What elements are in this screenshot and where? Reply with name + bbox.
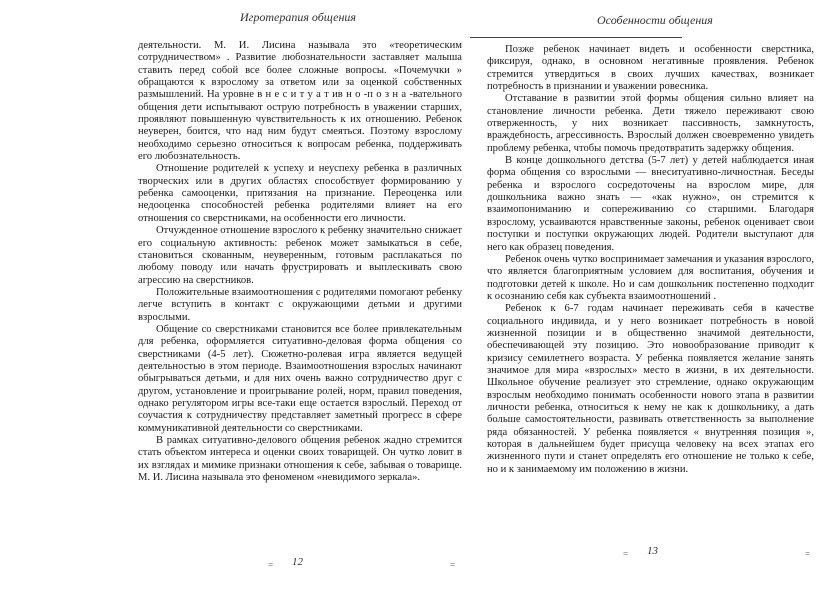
paragraph: Ребенок очень чутко воспринимает замечания и указания взрослого, что является благоприятным условием для воспитания, обучения и подготовки детей к школе. Но и сам дошкольник постепенно подходит к осознанию себя как субъекта взаимоотношений . — [487, 253, 814, 302]
footer-mark-left: = — [623, 549, 629, 559]
paragraph: Ребенок к 6-7 годам начинает переживать себя в качестве социального индивида, и у него возникает потребность в новой жизненной позиции и в общественно значимой деятельности, обеспечивающей эту позицию. Это новообразование приводит к кризису семилетнего возраста. У ребенка появляется желание занять значимое для мира «взрослых» место в жизни, в их деятельности. Школьное обучение реализует это стремление, однако окружающим взрослым необходимо понимать особенности нового этапа в развитии личности ребенка, относиться к нему не как к дошкольнику, а дать больше самостоятельности, развивать ответственность за выполнение ряда обязанностей. У ребенка появляется « внутренняя позиция », которая в дальнейшем будет присуща человеку на всех этапах его жизненного пути и станет определять его отношение не только к себе, но и к занимаемому им положению в жизни. — [487, 303, 814, 475]
running-header-left: Игротерапия общения — [240, 10, 357, 24]
paragraph: Отчужденное отношение взрослого к ребенку значительно снижает его социальную активность: ребенок может замыкаться в себе, становиться скованным, неуверенным, готовым расплакаться по любому поводу или начать фрустрировать и выплескивать свою агрессию на сверстников. — [138, 225, 462, 286]
paragraph: Отставание в развитии этой формы общения сильно влияет на становление личности ребенка. Дети тяжело переживают свою отверженность, у них возникает пассивность, замкнутость, враждебность, агрессивность. Взрослый должен своевременно увидеть проблему ребенка, чтобы помочь предотвратить задержку общения. — [487, 93, 814, 154]
footer-mark-left: = — [268, 560, 274, 570]
footer-mark-right: = — [805, 549, 811, 559]
paragraph: Общение со сверстниками становится все более привлекательным для ребенка, оформляется ситуативно-деловая форма общения со сверстниками (4-5 лет). Сюжетно-ролевая игра является ведущей деятельностью в этом периоде. Взаимоотношения взрослых начинают обыгрываться детьми, и для них очень важно сотрудничество друг с другом, установление и проигрывание ролей, норм, правил поведения, однако регулятором игры все-таки еще остается взрослый. Переход от соучастия к сотрудничеству представляет заметный прогресс в сфере коммуникативной деятельности со сверстниками. — [138, 323, 462, 434]
paragraph: Отношение родителей к успеху и неуспеху ребенка в различных творческих или в других областях способствует формированию у ребенка самооценки, притязания на признание. Переоценка или недооценка способностей ребенка родителями влияет на его отношения со сверстниками, на особенности его личности. — [138, 163, 462, 224]
page-number-left: 12 — [292, 556, 303, 568]
right-page-body — [487, 44, 814, 476]
footer-mark-right: = — [450, 560, 456, 570]
left-page-body — [138, 40, 462, 484]
page-number-right: 13 — [647, 545, 658, 557]
paragraph: В рамках ситуативно-делового общения ребенок жадно стремится стать объектом интереса и оценки своих товарищей. Он чутко ловит в их взглядах и мимике признаки отношения к себе, забывая о товарище. М. И. Лисина называла это феноменом «невидимого зеркала». — [138, 435, 462, 484]
running-header-right: Особенности общения — [597, 13, 713, 27]
paragraph: В конце дошкольного детства (5-7 лет) у детей наблюдается иная форма общения со взрослыми — внеситуативно-личностная. Беседы ребенка и взрослого сосредоточены на взрослом мире, для дошкольника важно знать — «как нужно», он стремится к взаимопониманию и сопереживанию со старшими. Благодаря взрослому, усваиваются нравственные законы, ребенок оценивает свои поступки и поступки окружающих людей. Родители выступают для него как образец поведения. — [487, 155, 814, 253]
paragraph: Положительные взаимоотношения с родителями помогают ребенку легче вступить в контакт с окружающими детьми и другими взрослыми. — [138, 286, 462, 323]
paragraph: деятельности. М. И. Лисина называла это «теоретическим сотрудничеством» . Развитие любознательности заставляет малыша ставить перед собой все более сложные вопросы. «Почемучки » обращаются к взрослому за ответом или за оценкой собственных размышлений. На уровне в н е с и т у а т ив н о -п о з н а -вательного общения дети испытывают острую потребность в уважении старших, проявляют повышенную чувствительность к их отношению. Ребенок неуверен, боится, что над ним будут смеяться. Поэтому взрослому необходимо серьезно относиться к вопросам ребенка, поддерживать его любознательность. — [138, 40, 462, 163]
header-rule — [470, 37, 682, 38]
paragraph: Позже ребенок начинает видеть и особенности сверстника, фиксируя, однако, в основном негативные проявления. Ребенок стремится утвердиться в своих лучших качествах, возникает потребность в признании и уважении ровесника. — [487, 44, 814, 93]
